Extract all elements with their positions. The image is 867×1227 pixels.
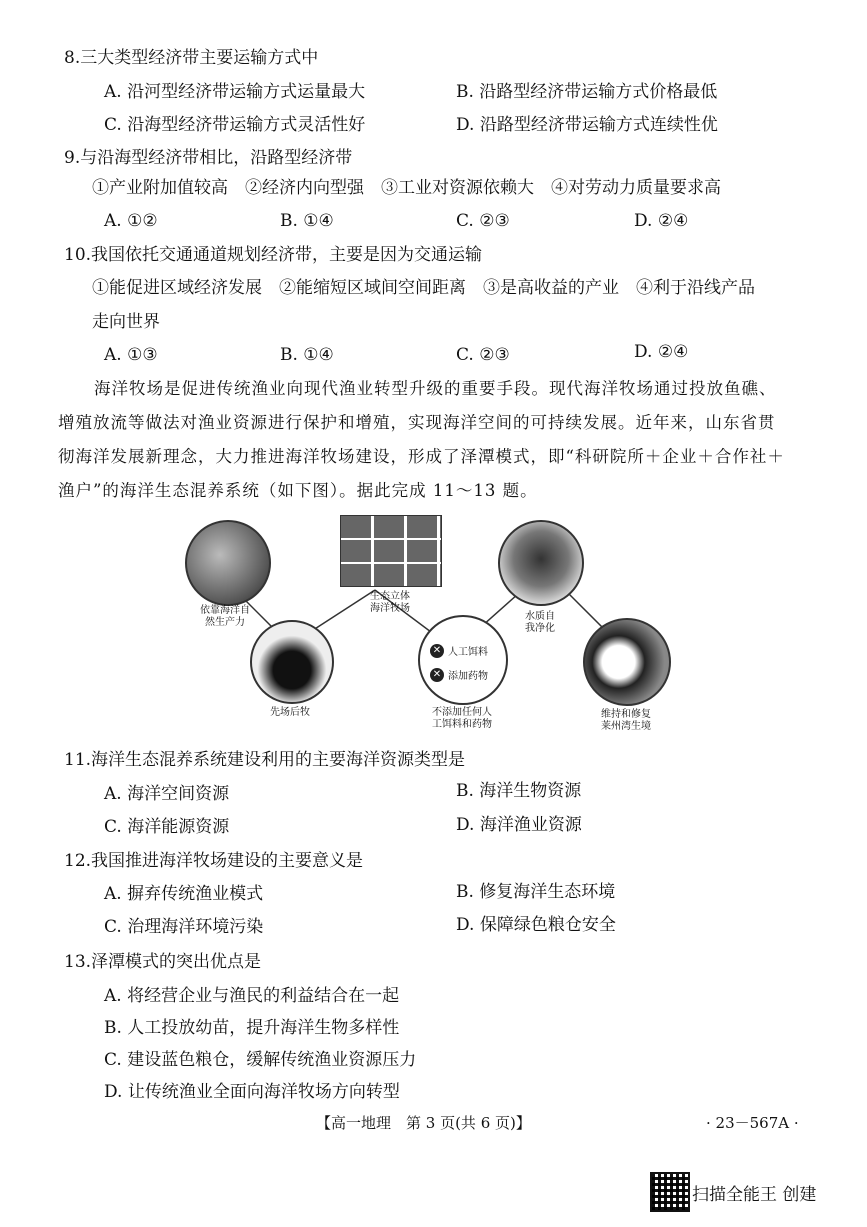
question-9-option-b[interactable]: B. ①④ [280, 211, 334, 231]
question-8-option-a[interactable]: A. 沿河型经济带运输方式运量最大 [104, 82, 366, 102]
ecosystem-figure [180, 515, 680, 740]
label-no-additives: 不添加任何人 工饵料和药物 [432, 707, 492, 730]
label-sea-ranch: 生态立体 海洋牧场 [370, 591, 410, 614]
question-13-option-b[interactable]: B. 人工投放幼苗，提升海洋生物多样性 [104, 1018, 400, 1038]
passage-line-4: 渔户”的海洋生态混养系统（如下图）。据此完成 11～13 题。 [58, 481, 538, 500]
page-footer: 【高一地理 第 3 页(共 6 页)】 [316, 1114, 531, 1132]
label-natural-productivity: 依靠海洋自 然生产力 [200, 605, 250, 628]
question-11-option-d[interactable]: D. 海洋渔业资源 [456, 815, 582, 835]
question-12-stem: 12.我国推进海洋牧场建设的主要意义是 [64, 851, 364, 871]
question-9-items: ①产业附加值较高 ②经济内向型强 ③工业对资源依赖大 ④对劳动力质量要求高 [92, 178, 721, 198]
question-9-option-a[interactable]: A. ①② [104, 211, 158, 231]
passage-line-2: 增殖放流等做法对渔业资源进行保护和增殖，实现海洋空间的可持续发展。近年来，山东省贯 [58, 413, 776, 432]
question-8-option-b[interactable]: B. 沿路型经济带运输方式价格最低 [456, 82, 718, 102]
question-8-option-d[interactable]: D. 沿路型经济带运输方式连续性优 [456, 115, 718, 135]
question-11-option-b[interactable]: B. 海洋生物资源 [456, 781, 582, 801]
label-habitat-restoration: 维持和修复 莱州湾生境 [601, 709, 651, 732]
question-10-stem: 10.我国依托交通通道规划经济带，主要是因为交通运输 [64, 245, 483, 265]
label-water-purification: 水质自 我净化 [525, 611, 555, 634]
scanner-watermark: 扫描全能王 创建 [692, 1185, 817, 1205]
question-13-option-c[interactable]: C. 建设蓝色粮仓，缓解传统渔业资源压力 [104, 1050, 417, 1070]
question-10-option-b[interactable]: B. ①④ [280, 345, 334, 365]
question-13-option-d[interactable]: D. 让传统渔业全面向海洋牧场方向转型 [104, 1082, 400, 1102]
question-10-items-line2: 走向世界 [92, 312, 160, 332]
cross-icon: ✕ [430, 644, 444, 658]
question-10-option-a[interactable]: A. ①③ [104, 345, 158, 365]
question-9-option-c[interactable]: C. ②③ [456, 211, 510, 231]
no-additives-circle [418, 615, 508, 705]
question-10-items-line1: ①能促进区域经济发展 ②能缩短区域间空间距离 ③是高收益的产业 ④利于沿线产品 [92, 278, 755, 298]
question-13-option-a[interactable]: A. 将经营企业与渔民的利益结合在一起 [104, 986, 400, 1006]
exam-code: · 23－567A · [706, 1114, 799, 1132]
question-8-option-c[interactable]: C. 沿海型经济带运输方式灵活性好 [104, 115, 366, 135]
natural-productivity-photo [185, 520, 271, 606]
question-8-stem: 8.三大类型经济带主要运输方式中 [64, 48, 319, 68]
water-purification-photo [498, 520, 584, 606]
legend-artificial-feed: ✕ 人工饵料 [430, 643, 488, 658]
passage [58, 372, 788, 508]
question-10-option-d[interactable]: D. ②④ [634, 342, 689, 362]
question-11-option-c[interactable]: C. 海洋能源资源 [104, 817, 230, 837]
question-11-option-a[interactable]: A. 海洋空间资源 [104, 784, 230, 804]
sea-ranch-photo-grid [340, 515, 442, 587]
habitat-restoration-photo [583, 618, 671, 706]
label-ranch-first: 先场后牧 [270, 707, 310, 718]
cross-icon: ✕ [430, 668, 444, 682]
ranch-first-photo [250, 620, 334, 704]
question-12-option-b[interactable]: B. 修复海洋生态环境 [456, 882, 616, 902]
question-12-option-d[interactable]: D. 保障绿色粮仓安全 [456, 915, 616, 935]
legend-drugs: ✕ 添加药物 [430, 667, 488, 682]
passage-line-3: 彻海洋发展新理念，大力推进海洋牧场建设，形成了泽潭模式，即“科研院所＋企业＋合作社＋ [58, 447, 785, 466]
question-11-stem: 11.海洋生态混养系统建设利用的主要海洋资源类型是 [64, 750, 466, 770]
question-9-stem: 9.与沿海型经济带相比，沿路型经济带 [64, 148, 353, 168]
question-12-option-a[interactable]: A. 摒弃传统渔业模式 [104, 884, 264, 904]
qr-code-icon [650, 1172, 690, 1212]
question-12-option-c[interactable]: C. 治理海洋环境污染 [104, 917, 264, 937]
question-13-stem: 13.泽潭模式的突出优点是 [64, 952, 262, 972]
passage-line-1: 海洋牧场是促进传统渔业向现代渔业转型升级的重要手段。现代海洋牧场通过投放鱼礁、 [94, 379, 777, 398]
question-10-option-c[interactable]: C. ②③ [456, 345, 510, 365]
question-9-option-d[interactable]: D. ②④ [634, 211, 689, 231]
